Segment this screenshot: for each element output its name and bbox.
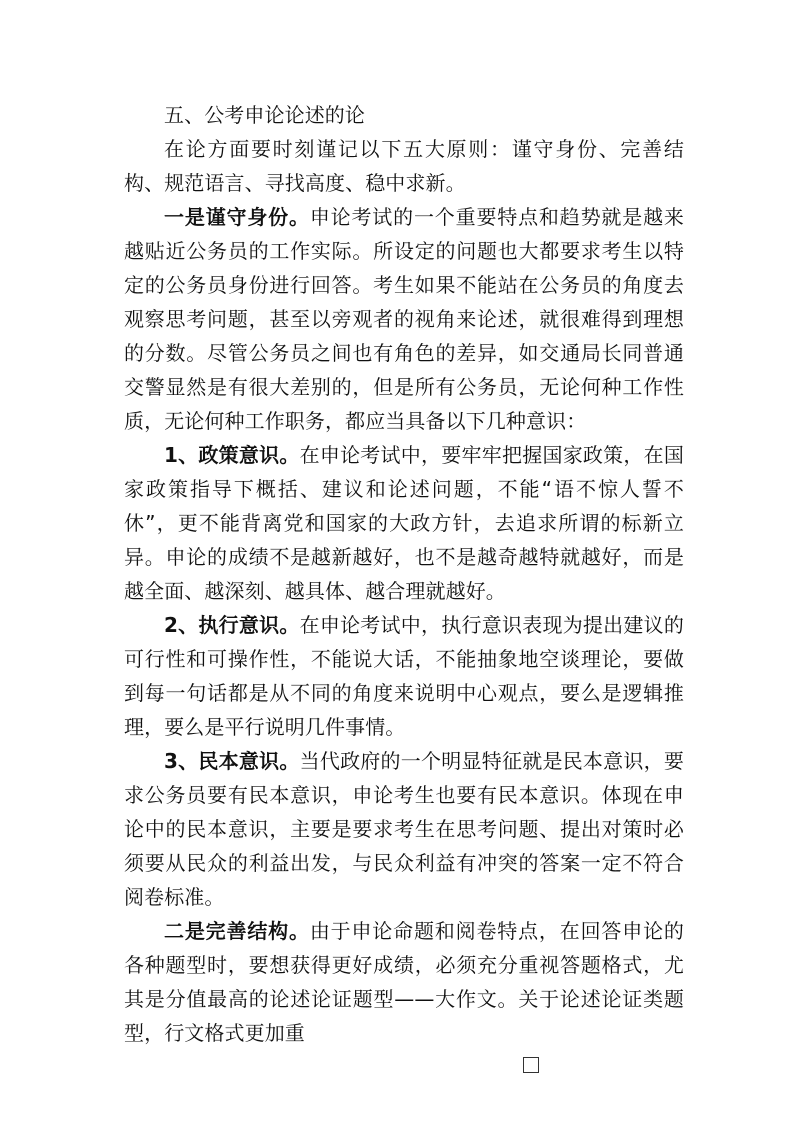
paragraph-improve-structure <box>124 914 684 1050</box>
paragraph-lead: 二是完善结构。 <box>164 919 310 943</box>
paragraph-text: 在申论考试中，执行意识表现为提出建议的可行性和可操作性，不能说大话，不能抽象地空谈理论，要做到每一句话都是从不同的角度来说明中心观点，要么是逻辑推理，要么是平行说明几件事情。 <box>124 613 684 739</box>
document-body <box>124 98 684 1050</box>
section-heading: 五、公考申论论述的论 <box>164 103 365 127</box>
paragraph-lead: 3、民本意识。 <box>164 749 300 773</box>
paragraph-text: 当代政府的一个明显特征就是民本意识，要求公务员要有民本意识，申论考生也要有民本意识。体现在申论中的民本意识，主要是要求考生在思考问题、提出对策时必须要从民众的利益出发，与民众利益有冲突的答案一定不符合阅卷标准。 <box>124 749 684 909</box>
paragraph-people-oriented <box>124 744 684 914</box>
paragraph-execution-awareness <box>124 608 684 744</box>
paragraph-text: 在申论考试中，要牢牢把握国家政策，在国家政策指导下概括、建议和论述问题，不能“语不惊人誓不休”，更不能背离党和国家的大政方针，去追求所谓的标新立异。申论的成绩不是越新越好，也不是越奇越特就越好，而是越全面、越深刻、越具体、越合理就越好。 <box>124 443 684 603</box>
paragraph-policy-awareness <box>124 438 684 608</box>
paragraph-keep-identity <box>124 200 684 438</box>
paragraph-text: 在论方面要时刻谨记以下五大原则：谨守身份、完善结构、规范语言、寻找高度、稳中求新。 <box>124 137 684 195</box>
paragraph-lead: 2、执行意识。 <box>164 613 300 637</box>
paragraph-text: 由于申论命题和阅卷特点，在回答申论的各种题型时，要想获得更好成绩，必须充分重视答题格式，尤其是分值最高的论述论证题型——大作文。关于论述论证类题型，行文格式更加重 <box>124 919 684 1045</box>
paragraph-principles <box>124 132 684 200</box>
paragraph-lead: 1、政策意识。 <box>164 443 300 467</box>
page-marker-box <box>523 1057 539 1073</box>
paragraph-text: 申论考试的一个重要特点和趋势就是越来越贴近公务员的工作实际。所设定的问题也大都要求考生以特定的公务员身份进行回答。考生如果不能站在公务员的角度去观察思考问题，甚至以旁观者的视角来论述，就很难得到理想的分数。尽管公务员之间也有角色的差异，如交通局长同普通交警显然是有很大差别的，但是所有公务员，无论何种工作性质，无论何种工作职务，都应当具备以下几种意识： <box>124 205 684 433</box>
paragraph-lead: 一是谨守身份。 <box>164 205 310 229</box>
